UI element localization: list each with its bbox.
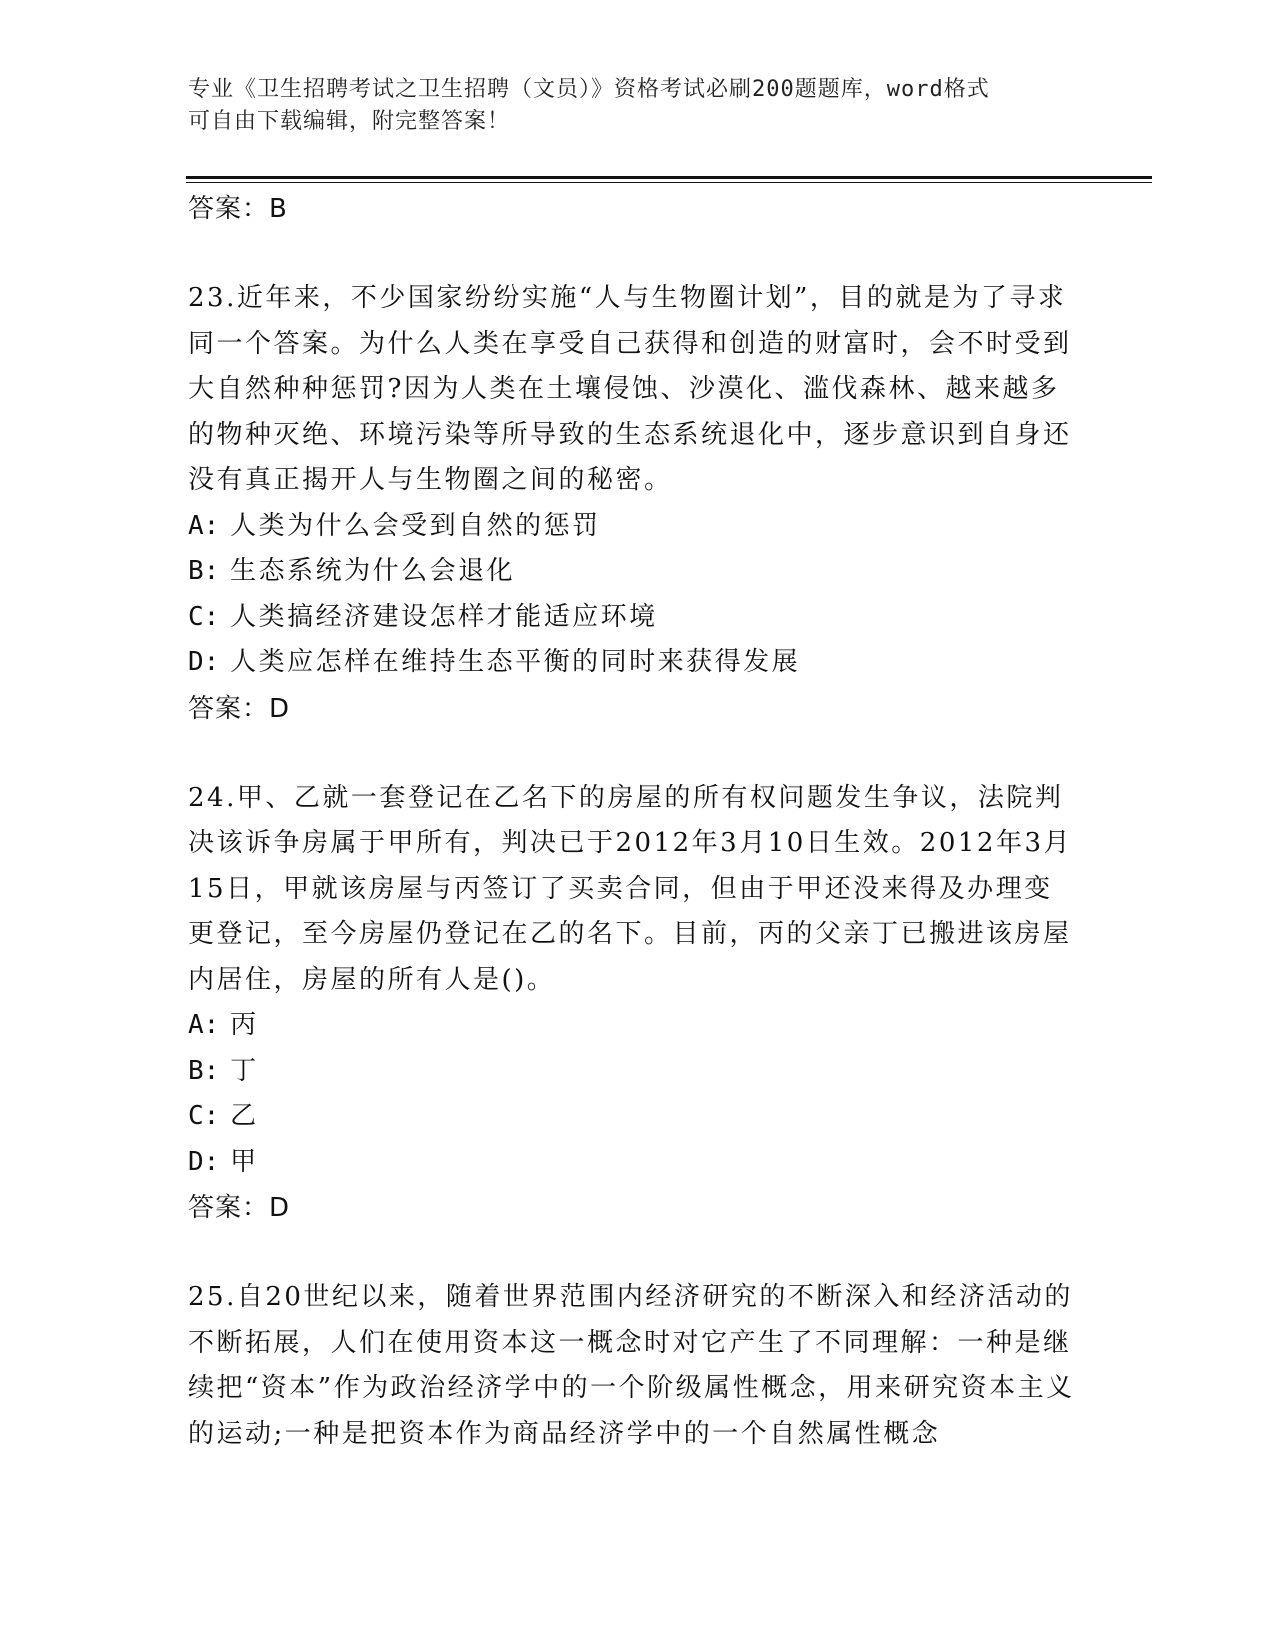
option-a	[188, 1003, 1078, 1049]
question-content	[188, 186, 1078, 1457]
option-a	[188, 504, 1078, 550]
option-letter: C:	[188, 601, 220, 632]
header-line-2: 可自由下载编辑，附完整答案！	[188, 109, 511, 134]
option-text: 丁	[230, 1055, 259, 1086]
document-header	[188, 74, 1068, 138]
option-letter: A:	[188, 1010, 220, 1040]
option-letter: B:	[188, 1055, 220, 1086]
option-letter: D:	[188, 647, 220, 677]
answer-line: 答案：D	[188, 1193, 291, 1223]
header-divider-thick	[186, 176, 1152, 179]
option-text: 人类应怎样在维持生态平衡的同时来获得发展	[230, 647, 801, 677]
option-text: 乙	[230, 1101, 259, 1131]
option-letter: C:	[188, 1101, 220, 1131]
option-c	[188, 1094, 1078, 1140]
option-letter: B:	[188, 556, 220, 586]
option-b	[188, 1049, 1078, 1095]
option-text: 丙	[230, 1010, 259, 1040]
option-text: 人类为什么会受到自然的惩罚	[230, 510, 601, 541]
question-25	[188, 1275, 1078, 1457]
header-divider-thin	[186, 182, 1152, 183]
option-d	[188, 640, 1078, 686]
question-text: 24.甲、乙就一套登记在乙名下的房屋的所有权问题发生争议，法院判决该诉争房属于甲所有，判决已于2012年3月10日生效。2012年3月15日，甲就该房屋与丙签订了买卖合同，但由于甲还没来得及办理变更登记，至今房屋仍登记在乙的名下。目前，丙的父亲丁已搬进该房屋内居住，房屋的所有人是()。	[188, 782, 1073, 995]
option-c	[188, 595, 1078, 641]
question-text: 25.自20世纪以来，随着世界范围内经济研究的不断深入和经济活动的不断拓展，人们在使用资本这一概念时对它产生了不同理解：一种是继续把“资本”作为政治经济学中的一个阶级属性概念，用来研究资本主义的运动;一种是把资本作为商品经济学中的一个自然属性概念	[188, 1282, 1075, 1449]
option-text: 人类搞经济建设怎样才能适应环境	[230, 601, 658, 632]
question-24	[188, 776, 1078, 1232]
option-b	[188, 549, 1078, 595]
option-d	[188, 1140, 1078, 1186]
answer-line: 答案：D	[188, 693, 291, 724]
option-letter: D:	[188, 1146, 220, 1177]
option-text: 甲	[230, 1146, 259, 1177]
answer-line: 答案：B	[188, 194, 288, 224]
question-text: 23.近年来，不少国家纷纷实施“人与生物圈计划”，目的就是为了寻求同一个答案。为什么人类在享受自己获得和创造的财富时，会不时受到大自然种种惩罚?因为人类在土壤侵蚀、沙漠化、滥伐森林、越来越多的物种灭绝、环境污染等所导致的生态系统退化中，逐步意识到自身还没有真正揭开人与生物圈之间的秘密。	[188, 283, 1072, 495]
header-line-1: 专业《卫生招聘考试之卫生招聘（文员）》资格考试必刷200题题库，word格式	[188, 77, 990, 102]
option-letter: A:	[188, 510, 220, 541]
question-23	[188, 276, 1078, 732]
option-text: 生态系统为什么会退化	[230, 556, 516, 586]
